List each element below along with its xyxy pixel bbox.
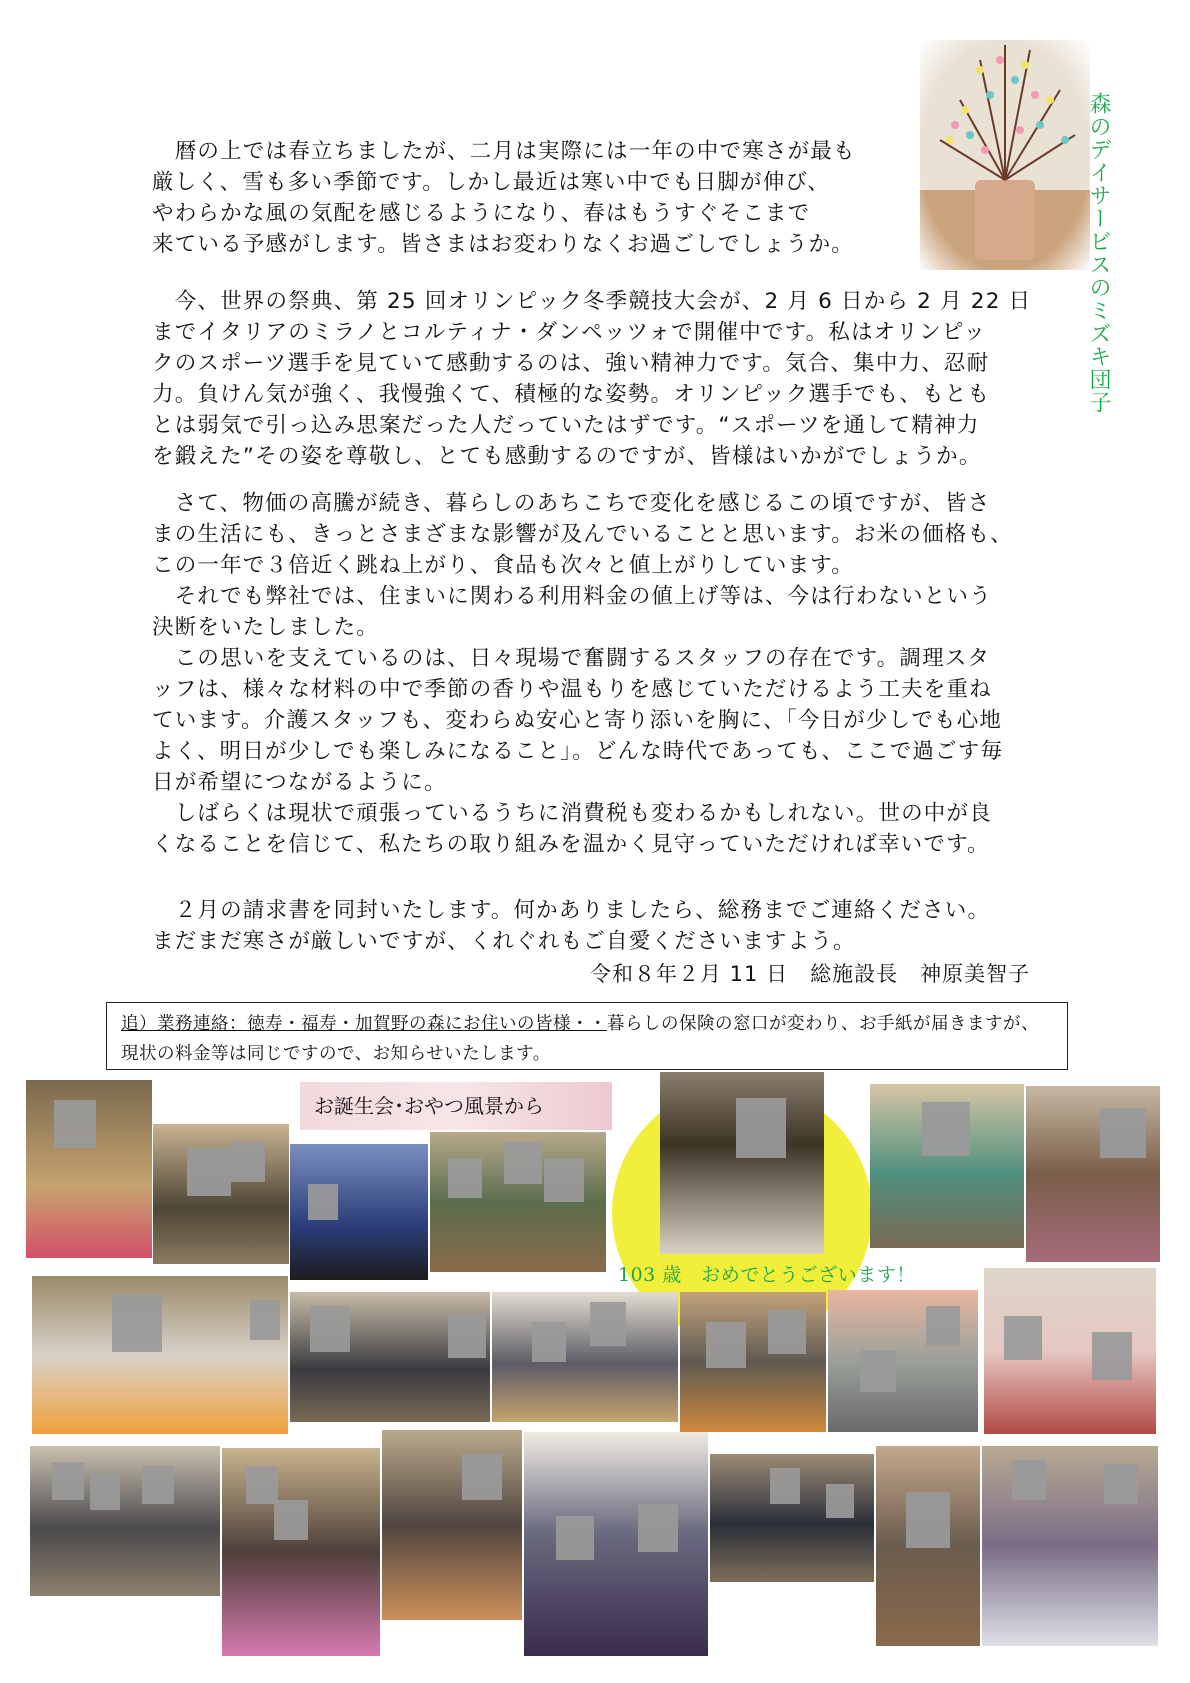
photo xyxy=(26,1080,152,1258)
birthday-caption: 103 歳 おめでとうございます！ xyxy=(618,1264,916,1286)
photo xyxy=(222,1448,380,1656)
business-notice xyxy=(106,1002,1068,1070)
photo xyxy=(1026,1086,1160,1262)
gallery-banner: お誕生会･おやつ風景から xyxy=(300,1082,612,1130)
paragraph-2: 今、世界の祭典、第 25 回オリンピック冬季競技大会が、2 月 6 日から 2 月 22 日 までイタリアのミラノとコルティナ・ダンペッツォで開催中です。私はオリンピッ クのスポーツ選手を見ていて感動するのは、強い精神力です。気合、集中力、忍耐 力。負けん気が強く、我慢強くて、積極的な姿勢。オリンピック選手でも、もとも とは弱気で引っ込み思案だった人だっていたはずです。“スポーツを通して精神力 を鍛えた”その姿を尊敬し、とても感動するのですが、皆様はいかがでしょうか。 xyxy=(152,289,1032,469)
photo xyxy=(984,1268,1156,1434)
paragraph-3: さて、物価の高騰が続き、暮らしのあちこちで変化を感じるこの頃ですが、皆さ まの生活にも、きっとさまざまな影響が及んでいることと思います。お米の価格も、 この一年で３倍近く跳ね上がり、食品も次々と値上がりしています。 それでも弊社では、住まいに関わる利用料金の値上げ等は、今は行わないという 決断をいたしました。 この思いを支えているのは、日々現場で奮闘するスタッフの存在です。調理スタ ッフは、様々な材料の中で季節の香りや温もりを感じていただけるよう工夫を重ね ています。介護スタッフも、変わらぬ安心と寄り添いを胸に、「今日が少しでも心地 よく、明日が少しでも楽しみになること」。どんな時代であっても、ここで過ごす毎 日が希望につながるように。 しばらくは現状で頑張っているうちに消費税も変わるかもしれない。世の中が良 くなることを信じて、私たちの取り組みを温かく見守っていただければ幸いです。 xyxy=(152,491,1013,857)
photo xyxy=(32,1276,288,1434)
photo xyxy=(30,1446,220,1596)
photo xyxy=(524,1432,708,1656)
photo xyxy=(876,1446,980,1646)
photo xyxy=(492,1292,678,1422)
signature: 令和８年２月 11 日 総施設長 神原美智子 xyxy=(590,962,1031,986)
photo xyxy=(660,1072,824,1254)
photo xyxy=(982,1446,1158,1646)
photo xyxy=(290,1292,490,1422)
photo xyxy=(680,1292,826,1432)
notice-text: 暮らしの保険の窓口が変わり、お手紙が届きますが、現状の料金等は同じですので、お知らせいたします。 xyxy=(121,1014,1039,1064)
photo xyxy=(870,1084,1024,1248)
notice-label: 追）業務連絡：徳寿・福寿・加賀野の森にお住いの皆様・・ xyxy=(121,1014,607,1034)
paragraph-1: 暦の上では春立ちましたが、二月は実際には一年の中で寒さが最も 厳しく、雪も多い季節です。しかし最近は寒い中でも日脚が伸び、 やわらかな風の気配を感じるようになり、春はもうすぐそこまで 来ている予感がします。皆さまはお変わりなくお過ごしでしょうか。 xyxy=(152,139,856,257)
photo-caption: 森のデイサービスのミズキ団子 xyxy=(1086,92,1111,414)
paragraph-4: ２月の請求書を同封いたします。何かありましたら、総務までご連絡ください。 まだまだ寒さが厳しいですが、くれぐれもご自愛くださいますよう。 xyxy=(152,898,991,954)
photo xyxy=(710,1454,874,1582)
photo xyxy=(828,1290,978,1432)
photo xyxy=(430,1132,606,1272)
photo xyxy=(153,1124,289,1264)
photo xyxy=(382,1430,522,1620)
photo xyxy=(290,1144,428,1280)
